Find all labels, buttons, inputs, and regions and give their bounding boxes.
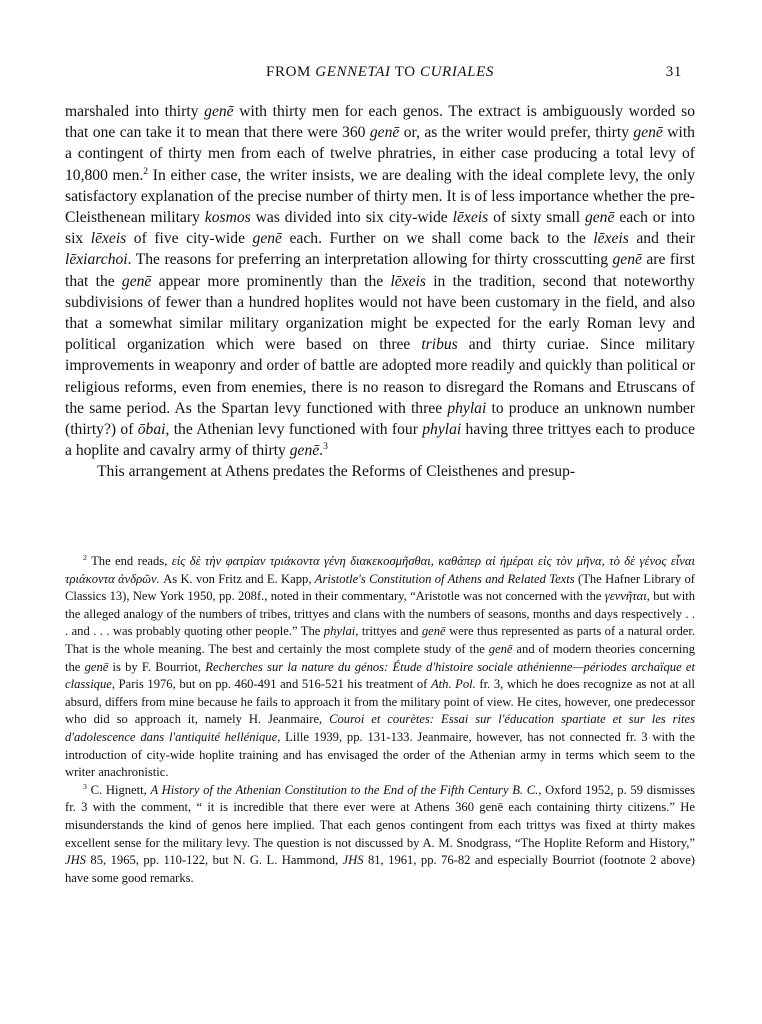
footnote-2: $^2$ The end reads, εἰς δὲ τὴν φατρίαν τριάκοντα γένη διακεκοσμῆσθαι, καθάπερ αἱ ἡμέραι εἰς τὸν μῆνα, τὸ δὲ γένος εἶναι τριάκοντα ἀνδρῶν. As K. von Fritz and E. Kapp, Aristotle's Constitution of Athens and Related Texts (The Hafner Library of Classics 13), New York 1950, pp. 208f., noted in their commentary, “Aristotle was not concerned with the γεννῆται, but with the alleged analogy of the numbers of tribes, trittyes and clans with the numbers of seasons, months and days respectively . . . and . . . was probably quoting other people.” The phylai, trittyes and genē were thus represented as parts of a natural order. That is the whole meaning. The best and certainly the most complete study of the genē and of modern theories concerning the genē is by F. Bourriot, Recherches sur la nature du génos: Étude d'histoire sociale athénienne—périodes archaïque et classique, Paris 1976, but on pp. 460-491 and 516-521 his treatment of Ath. Pol. fr. 3, which he does recognize as not at all absurd, differs from mine because he fails to approach it from the military point of view. He cites, however, one predecessor who did so approach it, namely H. Jeanmaire, Couroi et courètes: Essai sur l'éducation spartiate et sur les rites d'adolescence dans l'antiquité hellénique, Lille 1939, pp. 131-133. Jeanmaire, however, has not connected fr. 3 with the introduction of city-wide hoplite training and has envisaged the order of the Athenian army in terms which seem to the writer anachronistic. <box>65 552 696 780</box>
footnotes <box>65 553 695 887</box>
page-number: 31 <box>665 64 682 80</box>
body-text <box>65 101 695 483</box>
page-header <box>60 64 700 84</box>
footnote-mark-2: 2 <box>83 552 87 562</box>
footnote-mark-3: 3 <box>83 781 87 791</box>
running-title: FROM GENNETAI TO CURIALES <box>266 64 494 80</box>
footnote-3: $^3$ C. Hignett, A History of the Athenian Constitution to the End of the Fifth Century B. C., Oxford 1952, p. 59 dismisses fr. 3 with the comment, “ it is incredible that there ever were at Athens 360 genē each containing thirty citizens.” He misunderstands the kind of genos here implied. That each genos contingent from each trittys was fixed at thirty makes excellent sense for the military levy. The question is not discussed by A. M. Snodgrass, “The Hoplite Reform and History,” JHS 85, 1965, pp. 110-122, but N. G. L. Hammond, JHS 81, 1961, pp. 76-82 and especially Bourriot (footnote 2 above) have some good remarks. <box>65 781 696 885</box>
body-paragraph-2: This arrangement at Athens predates the Reforms of Cleisthenes and presup- <box>97 463 576 481</box>
footnote-ref-2: 2 <box>143 165 149 177</box>
body-paragraph-1: marshaled into thirty genē with thirty men for each genos. The extract is ambiguously worded so that one can take it to mean that there were 360 genē or, as the writer would prefer, thirty genē with a contingent of thirty men from each of twelve phratries, in either case producing a total levy of 10,800 men.$^2$ In either case, the writer insists, we are dealing with the ideal complete levy, the only satisfactory explanation of the precise number of thirty men. It is of less importance whether the pre-Cleisthenean military kosmos was divided into six city-wide lēxeis of sixty small genē each or into six lēxeis of five city-wide genē each. Further on we shall come back to the lēxeis and their lēxiarchoi. The reasons for preferring an interpretation allowing for thirty crosscutting genē are first that the genē appear more prominently than the lēxeis in the tradition, second that noteworthy subdivisions of fewer than a hundred hoplites would not have been customary in the field, and also that a somewhat similar military organization might be expected for the early Roman levy and political organization which were based on three tribus and thirty curiae. Since military improvements in weaponry and order of battle are adopted more readily and quickly than political or religious reforms, even from enemies, there is no reason to disregard the Romans and Etruscans of the same period. As the Spartan levy functioned with three phylai to produce an unknown number (thirty?) of ōbai, the Athenian levy functioned with four phylai having three trittyes each to produce a hoplite and cavalry army of thirty genē.$^3$ <box>65 103 695 460</box>
footnote-ref-3: 3 <box>323 441 328 453</box>
